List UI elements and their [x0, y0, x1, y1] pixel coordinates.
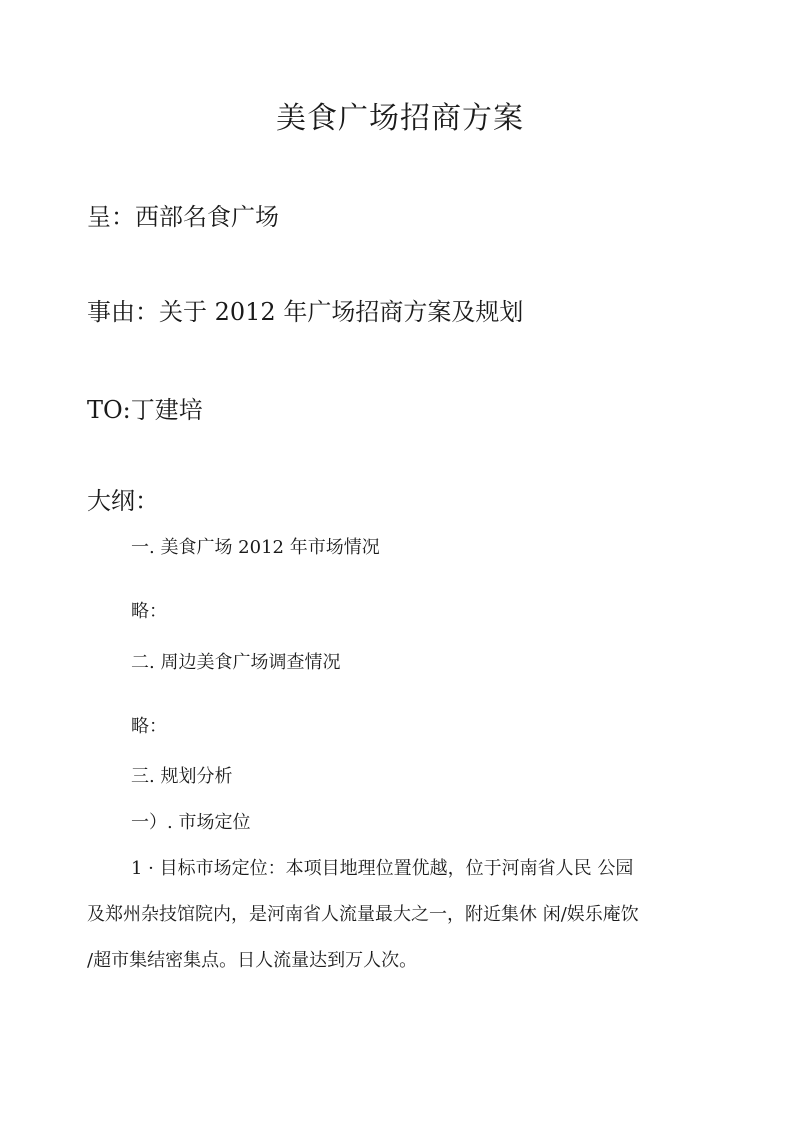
outline-section-3: 三. 规划分析 [131, 766, 233, 787]
outline-section-2-note: 略： [131, 716, 167, 737]
recipient-line [87, 398, 203, 422]
document-title: 美食广场招商方案 [276, 101, 524, 136]
recipient-label: TO: [87, 396, 131, 424]
outline-section-2: 二. 周边美食广场调查情况 [131, 652, 341, 673]
paragraph-line-2: 及郑州杂技馆院内，是河南省人流量最大之一，附近集休 闲/娱乐庵饮 [87, 904, 639, 925]
subject-line: 事由：关于 2012 年广场招商方案及规划 [87, 298, 524, 326]
outline-section-1: 一. 美食广场 2012 年市场情况 [131, 537, 380, 558]
paragraph-line-3: /超市集结密集点。日人流量达到万人次。 [87, 950, 418, 971]
outline-section-1-note: 略： [131, 601, 167, 622]
paragraph-line-1: 1 · 目标市场定位：本项目地理位置优越，位于河南省人民 公园 [131, 858, 634, 879]
outline-heading: 大纲： [87, 487, 159, 515]
to-line: 呈：西部名食广场 [87, 203, 279, 231]
outline-subsection-1: 一）. 市场定位 [131, 812, 251, 833]
recipient-name: 丁建培 [130, 396, 203, 424]
